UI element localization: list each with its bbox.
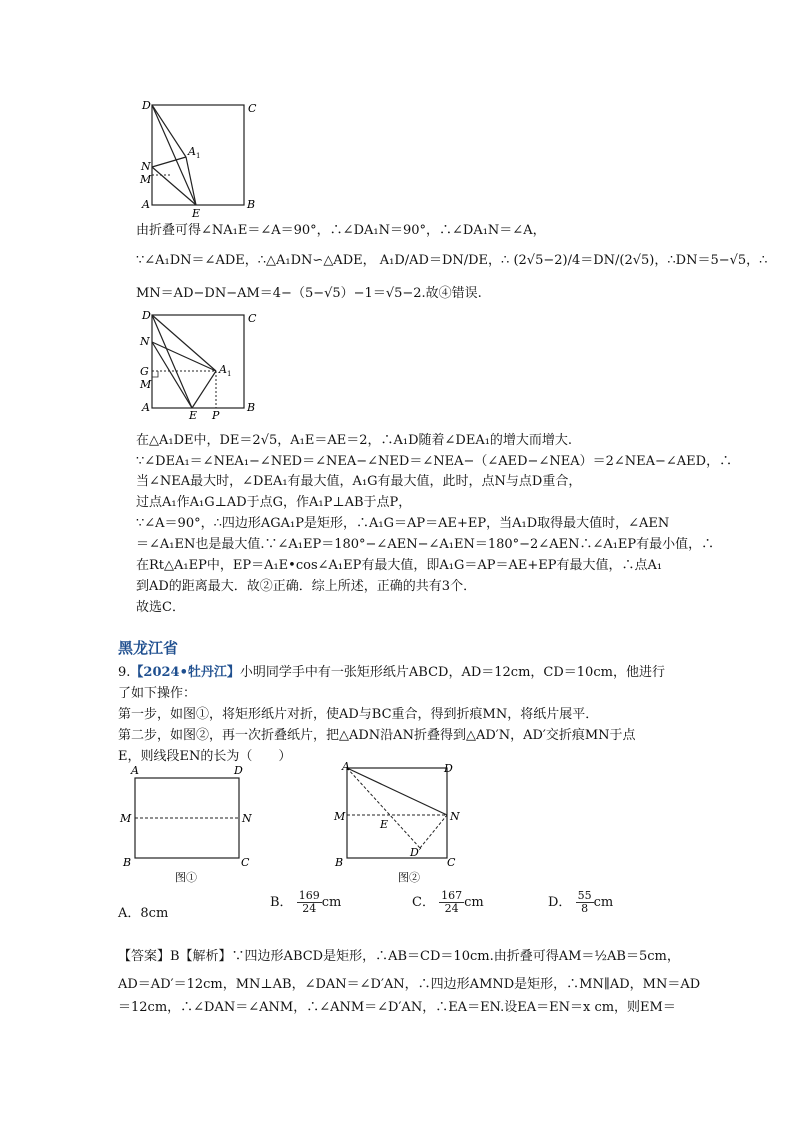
label-N: N (450, 810, 460, 823)
question-line3: 第一步，如图①，将矩形纸片对折，使AD与BC重合，得到折痕MN，将纸片展平． (118, 707, 599, 722)
label-B: B (247, 401, 256, 414)
para2-line5: ∵∠A＝90°，∴四边形AGA₁P是矩形，∴A₁G＝AP＝AE+EP，当A₁D取得最大值时，∠AEN (136, 516, 670, 531)
label-A1-sub: 1 (227, 370, 232, 378)
option-b[interactable] (270, 890, 341, 915)
label-D: D (142, 309, 151, 322)
option-fraction (297, 890, 322, 915)
label-A: A (342, 760, 350, 773)
option-letter: C． (412, 895, 435, 910)
question-line4: 第二步，如图②，再一次折叠纸片，把△ADN沿AN折叠得到△AD′N，AD′交折痕MN于点 (118, 728, 636, 743)
label-A: A (142, 198, 150, 211)
option-letter: B． (270, 895, 293, 910)
question-number: 9. (118, 665, 131, 680)
label-N: N (140, 335, 150, 348)
fraction-denominator: 8 (581, 902, 589, 915)
para2-line7: 在Rt△A₁EP中，EP＝A₁E•cos∠A₁EP有最大值，即A₁G＝AP＝AE+EP有最大值，∴点A₁ (136, 558, 663, 573)
fraction-numerator: 55 (577, 889, 592, 902)
label-B: B (335, 856, 344, 869)
label-A1: A (188, 145, 196, 158)
label-M: M (120, 812, 132, 825)
label-C: C (248, 102, 257, 115)
label-D: D (234, 764, 243, 777)
label-P: P (212, 409, 220, 422)
figure-caption: 图① (175, 871, 197, 884)
label-E: E (189, 409, 198, 422)
option-letter: A． (118, 906, 141, 921)
option-unit: cm (464, 895, 484, 910)
para1-line1: 由折叠可得∠NA₁E＝∠A＝90°，∴∠DA₁N＝90°，∴∠DA₁N＝∠A， (136, 223, 546, 238)
section-title: 黑龙江省 (118, 639, 179, 657)
label-N: N (141, 160, 151, 173)
figure-fold-1 (130, 95, 270, 220)
option-fraction (439, 890, 464, 915)
fraction-numerator: 169 (298, 889, 320, 902)
para1-line2: ∵∠A₁DN＝∠ADE，∴△A₁DN∽△ADE， A₁D/AD＝DN/DE，∴ (2√5−2)/4＝DN/(2√5)，∴DN＝5−√5，∴ (136, 253, 768, 268)
label-A: A (142, 401, 150, 414)
figure-caption: 图② (398, 871, 420, 884)
label-E: E (380, 818, 389, 831)
para1-line3: MN＝AD−DN−AM＝4−（5−√5）−1＝√5−2.故④错误. (136, 286, 482, 301)
question-source: 【2024•牡丹江】 (130, 665, 240, 680)
question-text-1: 小明同学手中有一张矩形纸片ABCD，AD＝12cm，CD＝10cm，他进行 (239, 665, 665, 680)
option-value: 8cm (140, 906, 169, 921)
label-C: C (248, 312, 257, 325)
answer-line2: AD＝AD′＝12cm，MN⊥AB，∠DAN＝∠D′AN，∴四边形AMND是矩形，∴MN∥AD，MN＝AD (118, 977, 701, 992)
label-B: B (247, 198, 256, 211)
option-fraction (576, 890, 594, 915)
label-C: C (447, 856, 456, 869)
para2-line8: 到AD的距离最大．故②正确．综上所述，正确的共有3个． (136, 579, 477, 594)
figure-question-1 (115, 762, 260, 887)
para2-line9: 故选C． (136, 600, 185, 615)
label-C: C (241, 856, 250, 869)
label-B: B (123, 856, 132, 869)
question-line5: E，则线段EN的长为（ ） (118, 749, 292, 764)
option-d[interactable] (548, 890, 613, 915)
option-unit: cm (321, 895, 342, 910)
label-D: D (444, 762, 453, 775)
para2-line3: 当∠NEA最大时，∠DEA₁有最大值，A₁G有最大值，此时，点N与点D重合， (136, 474, 582, 489)
option-letter: D． (548, 895, 572, 910)
option-a[interactable] (118, 902, 168, 921)
option-c[interactable] (412, 890, 484, 915)
fraction-denominator: 24 (302, 902, 317, 915)
figure-fold-2 (130, 307, 270, 425)
label-A1: A (219, 363, 227, 376)
answer-line3: ＝12cm，∴∠DAN＝∠ANM，∴∠ANM＝∠D′AN，∴EA＝EN.设EA＝EN＝x cm，则EM＝ (118, 1000, 676, 1015)
label-D: D (142, 99, 151, 112)
label-A1-sub: 1 (196, 152, 201, 160)
label-E: E (192, 207, 201, 220)
label-M: M (140, 173, 152, 186)
para2-line6: ＝∠A₁EN也是最大值.∵∠A₁EP＝180°−∠AEN−∠A₁EN＝180°−2∠AEN∴∠A₁EP有最小值，∴ (136, 537, 715, 552)
label-N: N (242, 812, 252, 825)
para2-line1: 在△A₁DE中，DE＝2√5，A₁E＝AE＝2，∴A₁D随着∠DEA₁的增大而增大. (136, 433, 573, 448)
para2-line4: 过点A₁作A₁G⊥AD于点G，作A₁P⊥AB于点P， (136, 495, 412, 510)
answer-line1: 【答案】B【解析】∵四边形ABCD是矩形，∴AB＝CD＝10cm.由折叠可得AM＝½AB＝5cm， (118, 949, 680, 964)
fraction-denominator: 24 (444, 902, 459, 915)
figure-question-2 (330, 760, 470, 888)
question-line2: 了如下操作： (118, 686, 197, 701)
para2-line2: ∵∠DEA₁＝∠NEA₁−∠NED＝∠NEA−∠NED＝∠NEA−（∠AED−∠NEA）＝2∠NEA−∠AED，∴ (136, 454, 733, 469)
option-unit: cm (593, 895, 614, 910)
label-A: A (131, 764, 139, 777)
question-line1 (118, 661, 665, 680)
label-D-prime: D′ (410, 846, 422, 859)
label-M: M (140, 378, 152, 391)
label-M: M (334, 810, 346, 823)
fraction-numerator: 167 (441, 889, 463, 902)
label-G: G (140, 365, 149, 378)
